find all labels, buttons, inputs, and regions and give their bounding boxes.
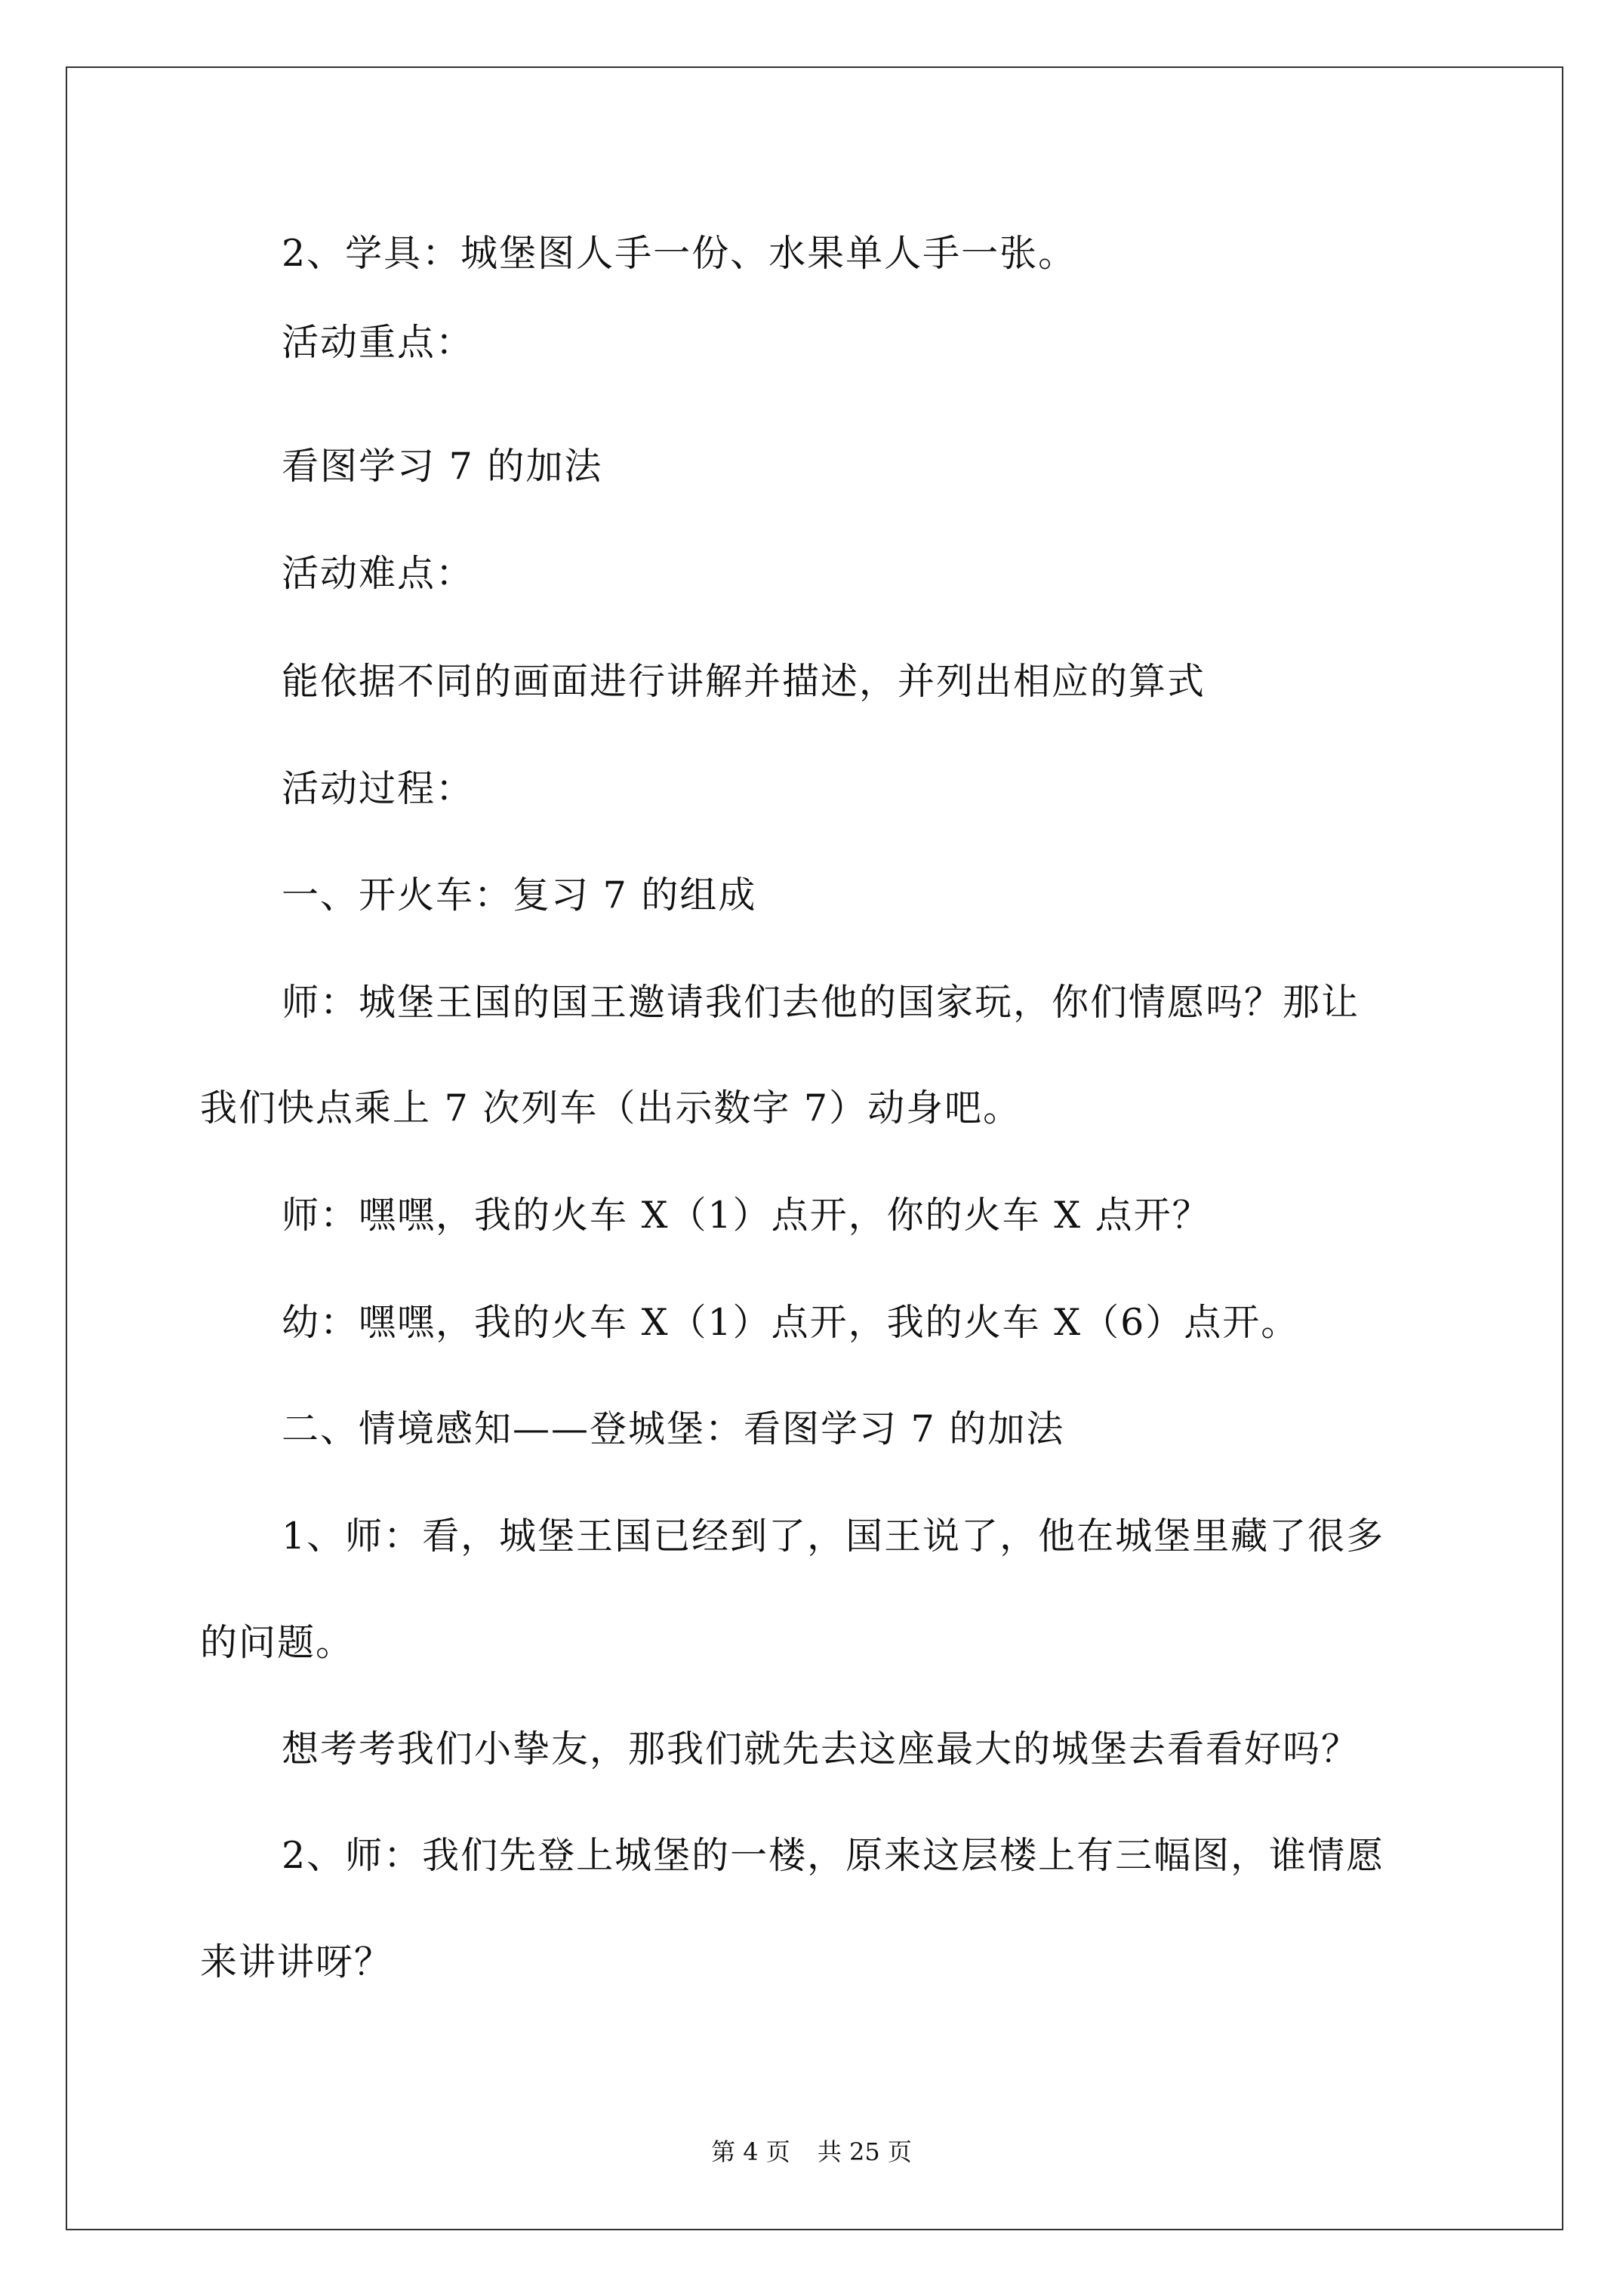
text-line: 看图学习 7 的加法 <box>282 445 603 488</box>
text-line: 幼：嘿嘿，我的火车 X（1）点开，我的火车 X（6）点开。 <box>282 1301 1300 1344</box>
text-line: 一、开火车：复习 7 的组成 <box>282 874 757 917</box>
text-line: 活动过程： <box>282 767 475 810</box>
text-line: 1、师：看，城堡王国已经到了，国王说了，他在城堡里藏了很多 <box>282 1515 1385 1558</box>
text-line: 师：嘿嘿，我的火车 X（1）点开，你的火车 X 点开？ <box>282 1194 1211 1237</box>
text-line: 想考考我们小挚友，那我们就先去这座最大的城堡去看看好吗？ <box>282 1727 1360 1771</box>
page-number: 第 4 页 <box>711 2137 790 2166</box>
text-line: 2、师：我们先登上城堡的一楼，原来这层楼上有三幅图，谁情愿 <box>282 1834 1385 1877</box>
text-line: 活动重点： <box>282 321 475 364</box>
text-line: 我们快点乘上 7 次列车（出示数字 7）动身吧。 <box>200 1086 1022 1130</box>
text-line: 能依据不同的画面进行讲解并描述，并列出相应的算式 <box>282 660 1206 703</box>
text-line: 二、情境感知——登城堡：看图学习 7 的加法 <box>282 1407 1065 1450</box>
text-line: 的问题。 <box>200 1621 355 1664</box>
text-line: 活动难点： <box>282 552 475 595</box>
page-total: 共 25 页 <box>817 2137 912 2166</box>
text-line: 2、学具：城堡图人手一份、水果单人手一张。 <box>282 232 1077 275</box>
text-line: 来讲讲呀？ <box>200 1940 393 1983</box>
text-line: 师：城堡王国的国王邀请我们去他的国家玩，你们情愿吗？那让 <box>282 981 1360 1024</box>
page-footer <box>0 2137 1623 2167</box>
